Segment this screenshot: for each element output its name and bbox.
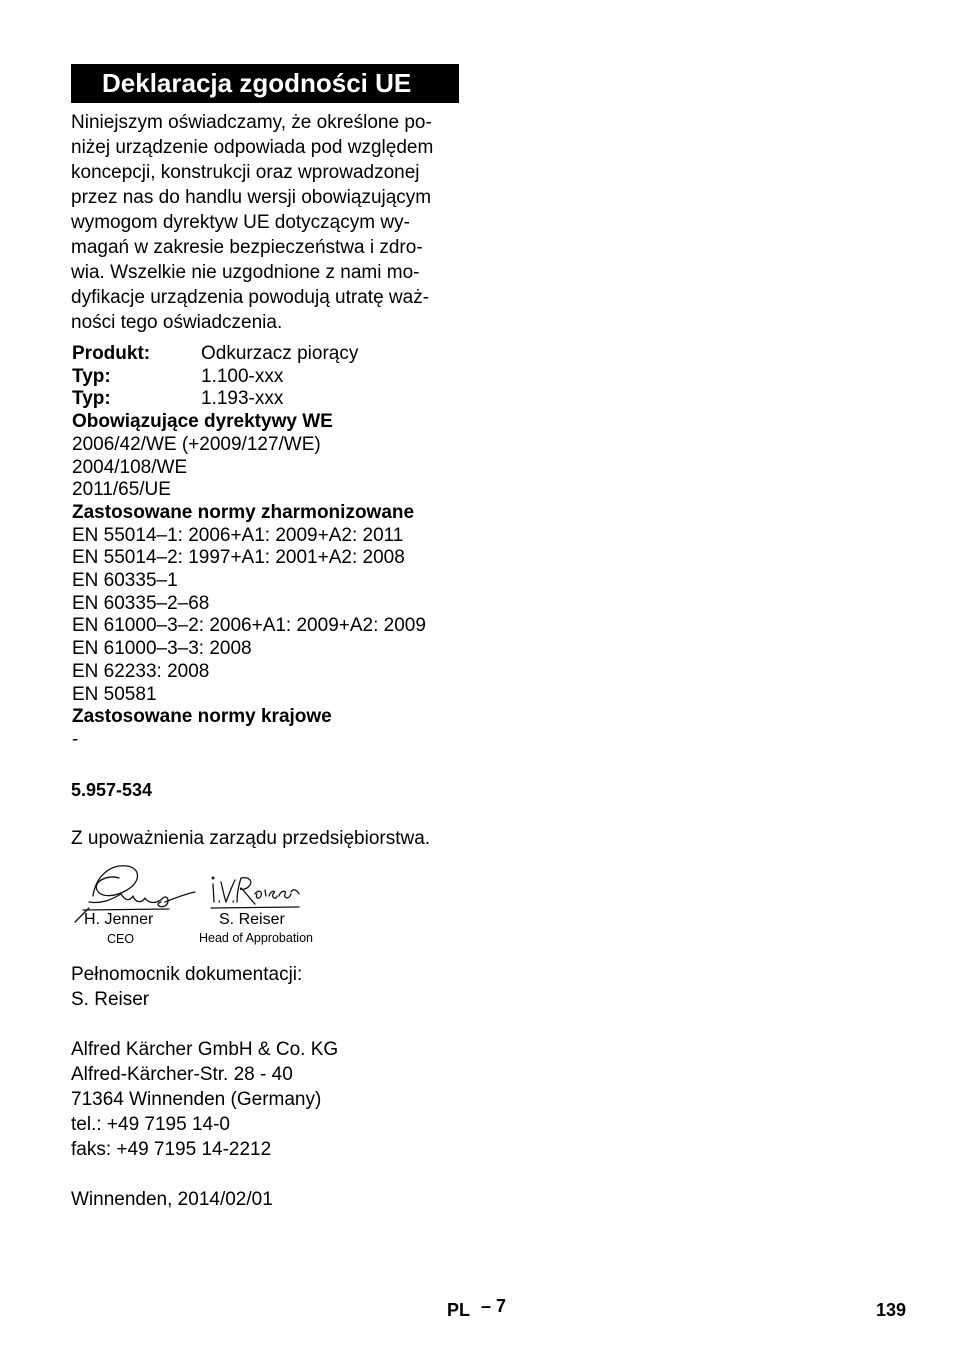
type-row — [72, 366, 492, 389]
page-title: Deklaracja zgodności UE — [71, 64, 459, 103]
intro-line: ności tego oświadczenia. — [71, 312, 283, 333]
signatory-role: Head of Approbation — [199, 931, 313, 945]
product-label: Produkt: — [72, 343, 151, 364]
harmonized-standard-item: EN 62233: 2008 — [72, 660, 210, 682]
company-address — [71, 1037, 338, 1162]
harmonized-standard-item: EN 55014–2: 1997+A1: 2001+A2: 2008 — [72, 547, 405, 569]
harmonized-standard-item: EN 50581 — [72, 683, 157, 705]
intro-line: wia. Wszelkie nie uzgodnione z nami mo- — [71, 262, 420, 283]
harmonized-standard-item: EN 61000–3–2: 2006+A1: 2009+A2: 2009 — [72, 615, 426, 637]
documentation-representative — [71, 962, 302, 1012]
type-label: Typ: — [72, 388, 111, 410]
product-value: Odkurzacz piorący — [201, 343, 359, 364]
intro-line: Niniejszym oświadczamy, że określone po- — [71, 112, 432, 133]
address-line: Alfred-Kärcher-Str. 28 - 40 — [71, 1064, 293, 1085]
type-value: 1.193-xxx — [201, 388, 284, 410]
signatory-name: S. Reiser — [219, 911, 285, 928]
intro-line: dyfikacje urządzenia powodują utratę waż- — [71, 287, 430, 308]
signatory-name: H. Jenner — [84, 911, 154, 928]
national-standard-item: - — [72, 728, 79, 750]
directive-item: 2004/108/WE — [72, 456, 188, 478]
intro-paragraph — [71, 110, 461, 335]
directive-item: 2011/65/UE — [72, 479, 171, 501]
directives-heading: Obowiązujące dyrektywy WE — [72, 411, 333, 433]
product-row — [72, 343, 492, 366]
intro-line: przez nas do handlu wersji obowiązującym — [71, 187, 432, 208]
documentation-name: S. Reiser — [71, 989, 150, 1010]
intro-line: wymogom dyrektyw UE dotyczącym wy- — [71, 212, 410, 233]
document-number: 5.957-534 — [71, 780, 153, 800]
harmonized-standard-item: EN 61000–3–3: 2008 — [72, 638, 252, 660]
intro-line: magań w zakresie bezpieczeństwa i zdro- — [71, 237, 423, 258]
harmonized-standard-item: EN 60335–1 — [72, 570, 178, 592]
intro-line: koncepcji, konstrukcji oraz wprowadzonej — [71, 162, 420, 183]
signature-block — [71, 860, 371, 952]
harmonized-standard-item: EN 55014–1: 2006+A1: 2009+A2: 2011 — [72, 524, 404, 546]
address-line: tel.: +49 7195 14-0 — [71, 1114, 230, 1135]
place-date: Winnenden, 2014/02/01 — [71, 1189, 273, 1210]
footer-page-number: 139 — [876, 1300, 907, 1320]
address-line: Alfred Kärcher GmbH & Co. KG — [71, 1039, 339, 1060]
footer-section-page: – 7 — [481, 1296, 507, 1316]
national-standards-heading: Zastosowane normy krajowe — [72, 706, 332, 728]
type-label: Typ: — [72, 365, 111, 387]
signatory-role: CEO — [107, 932, 135, 946]
harmonized-standards-heading: Zastosowane normy zharmonizowane — [72, 501, 415, 523]
directive-item: 2006/42/WE (+2009/127/WE) — [72, 433, 321, 455]
type-value: 1.100-xxx — [201, 365, 284, 387]
documentation-label: Pełnomocnik dokumentacji: — [71, 964, 303, 985]
specification-block — [72, 343, 492, 752]
authority-statement: Z upoważnienia zarządu przedsiębiorstwa. — [71, 828, 431, 849]
harmonized-standard-item: EN 60335–2–68 — [72, 592, 210, 614]
type-row — [72, 388, 492, 411]
address-line: 71364 Winnenden (Germany) — [71, 1089, 322, 1110]
intro-line: niżej urządzenie odpowiada pod względem — [71, 137, 434, 158]
address-line: faks: +49 7195 14-2212 — [71, 1139, 272, 1160]
footer-language: PL — [447, 1300, 471, 1320]
